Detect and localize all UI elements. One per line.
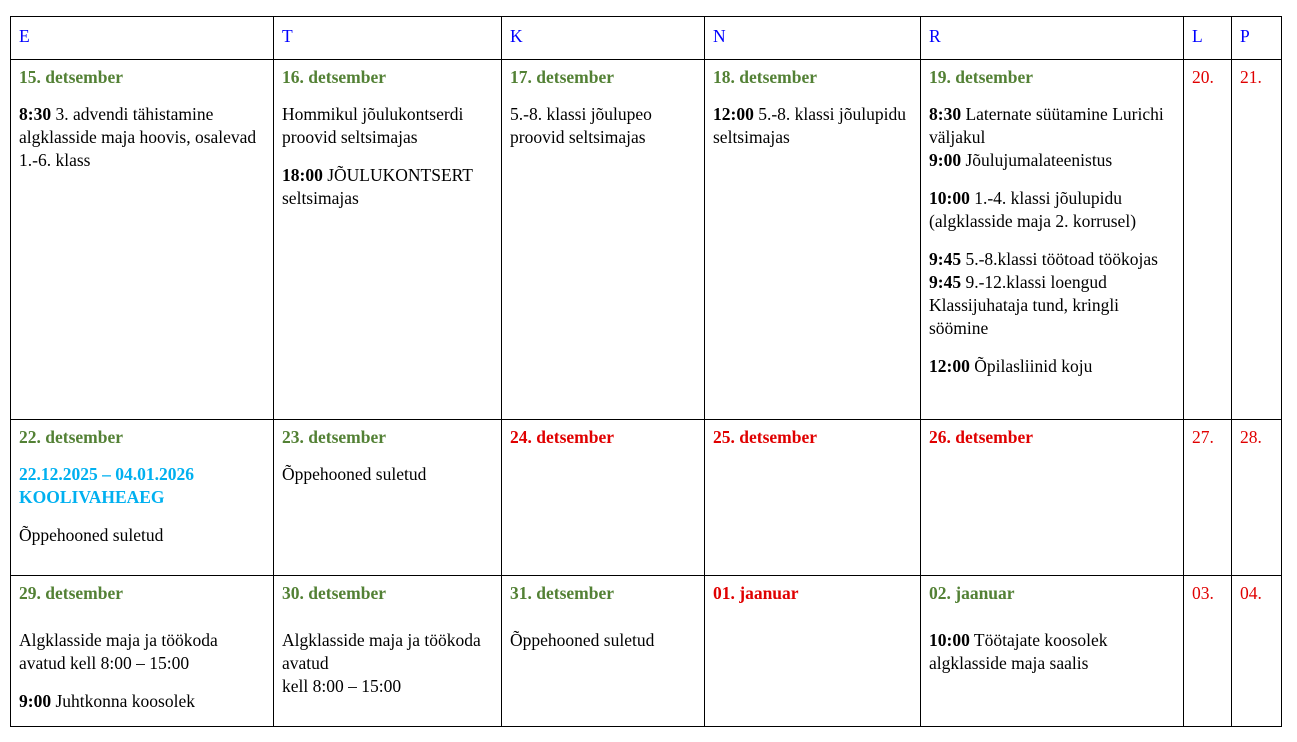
event-text: 5.-8.klassi töötoad töökojas [965, 249, 1158, 269]
day-cell [502, 420, 705, 576]
event-text: 3. advendi tähistamine algklasside maja hoovis, osalevad 1.-6. klass [19, 104, 257, 170]
day-date: 28. [1240, 427, 1262, 447]
event-time: 9:00 [929, 150, 962, 170]
event-text: Õppehooned suletud [19, 525, 164, 545]
event-text: Hommikul jõulukontserdi proovid seltsimajas [282, 104, 464, 147]
day-date: 25. detsember [713, 427, 818, 447]
event [929, 248, 1175, 271]
day-date: 26. detsember [929, 427, 1034, 447]
event-text: JÕULUKONTSERT seltsimajas [282, 165, 473, 208]
header-fri: R [921, 17, 1184, 60]
event-time: 12:00 [713, 104, 754, 124]
event-time: 12:00 [929, 356, 970, 376]
day-cell [274, 420, 502, 576]
event-text: Õppehooned suletud [510, 630, 655, 650]
event [929, 271, 1175, 340]
day-cell [1232, 420, 1282, 576]
day-date: 02. jaanuar [929, 583, 1015, 603]
day-date: 21. [1240, 67, 1262, 87]
weekday-header-row [11, 17, 1282, 60]
event-text: 5.-8. klassi jõulupidu seltsimajas [713, 104, 906, 147]
day-date: 30. detsember [282, 583, 387, 603]
day-cell [705, 576, 921, 727]
event [929, 629, 1175, 675]
event-text: Jõulujumalateenistus [965, 150, 1113, 170]
day-cell [705, 420, 921, 576]
event-text: Töötajate koosolek algklasside maja saalis [929, 630, 1108, 673]
header-sun: P [1232, 17, 1282, 60]
day-date: 23. detsember [282, 427, 387, 447]
day-cell [502, 576, 705, 727]
day-cell [1184, 420, 1232, 576]
day-date: 22. detsember [19, 427, 124, 447]
event-time: 9:45 [929, 249, 962, 269]
event-time: 8:30 [19, 104, 52, 124]
event-time: 9:00 [19, 691, 52, 711]
vacation-label: KOOLIVAHEAEG [19, 487, 165, 507]
day-date: 17. detsember [510, 67, 615, 87]
header-sat: L [1184, 17, 1232, 60]
day-date: 16. detsember [282, 67, 387, 87]
day-cell [1232, 576, 1282, 727]
event [713, 103, 912, 149]
event-text: Laternate süütamine Lurichi väljakul [929, 104, 1164, 147]
event [929, 355, 1175, 378]
header-tue: T [274, 17, 502, 60]
event-text: kell 8:00 – 15:00 [282, 676, 402, 696]
week-row-3 [11, 576, 1282, 727]
event-time: 18:00 [282, 165, 323, 185]
day-cell [11, 420, 274, 576]
day-cell [11, 576, 274, 727]
day-cell [1184, 60, 1232, 420]
vacation-notice [19, 463, 265, 509]
day-cell [274, 60, 502, 420]
day-date: 01. jaanuar [713, 583, 799, 603]
header-thu: N [705, 17, 921, 60]
day-cell [1184, 576, 1232, 727]
day-cell [502, 60, 705, 420]
event-text: Õppehooned suletud [282, 464, 427, 484]
event [19, 103, 265, 172]
event-text: Juhtkonna koosolek [55, 691, 195, 711]
day-date: 27. [1192, 427, 1214, 447]
header-mon: E [11, 17, 274, 60]
day-date: 31. detsember [510, 583, 615, 603]
day-date: 29. detsember [19, 583, 124, 603]
day-date: 24. detsember [510, 427, 615, 447]
day-cell [921, 576, 1184, 727]
day-cell [705, 60, 921, 420]
day-date: 19. detsember [929, 67, 1034, 87]
day-cell [921, 60, 1184, 420]
event-time: 9:45 [929, 272, 962, 292]
event-time: 10:00 [929, 630, 970, 650]
event-time: 8:30 [929, 104, 962, 124]
day-date: 04. [1240, 583, 1262, 603]
day-cell [1232, 60, 1282, 420]
day-date: 18. detsember [713, 67, 818, 87]
event-text: Algklasside maja ja töökoda avatud [282, 630, 481, 673]
event-time: 10:00 [929, 188, 970, 208]
day-cell [921, 420, 1184, 576]
day-date: 03. [1192, 583, 1214, 603]
event [929, 149, 1175, 172]
day-date: 20. [1192, 67, 1214, 87]
event [19, 690, 265, 713]
header-wed: K [502, 17, 705, 60]
week-row-1 [11, 60, 1282, 420]
event-text: 1.-4. klassi jõulupidu (algklasside maja 2. korrusel) [929, 188, 1137, 231]
event [929, 103, 1175, 149]
event-text: Algklasside maja ja töökoda avatud kell 8:00 – 15:00 [19, 630, 218, 673]
calendar-table [10, 16, 1282, 727]
day-cell [274, 576, 502, 727]
day-date: 15. detsember [19, 67, 124, 87]
event [282, 164, 493, 210]
event-text: Õpilasliinid koju [974, 356, 1093, 376]
week-row-2 [11, 420, 1282, 576]
event [929, 187, 1175, 233]
vacation-dates: 22.12.2025 – 04.01.2026 [19, 464, 194, 484]
event-text: 9.-12.klassi loengud Klassijuhataja tund, kringli söömine [929, 272, 1120, 338]
day-cell [11, 60, 274, 420]
event-text: 5.-8. klassi jõulupeo proovid seltsimajas [510, 104, 652, 147]
